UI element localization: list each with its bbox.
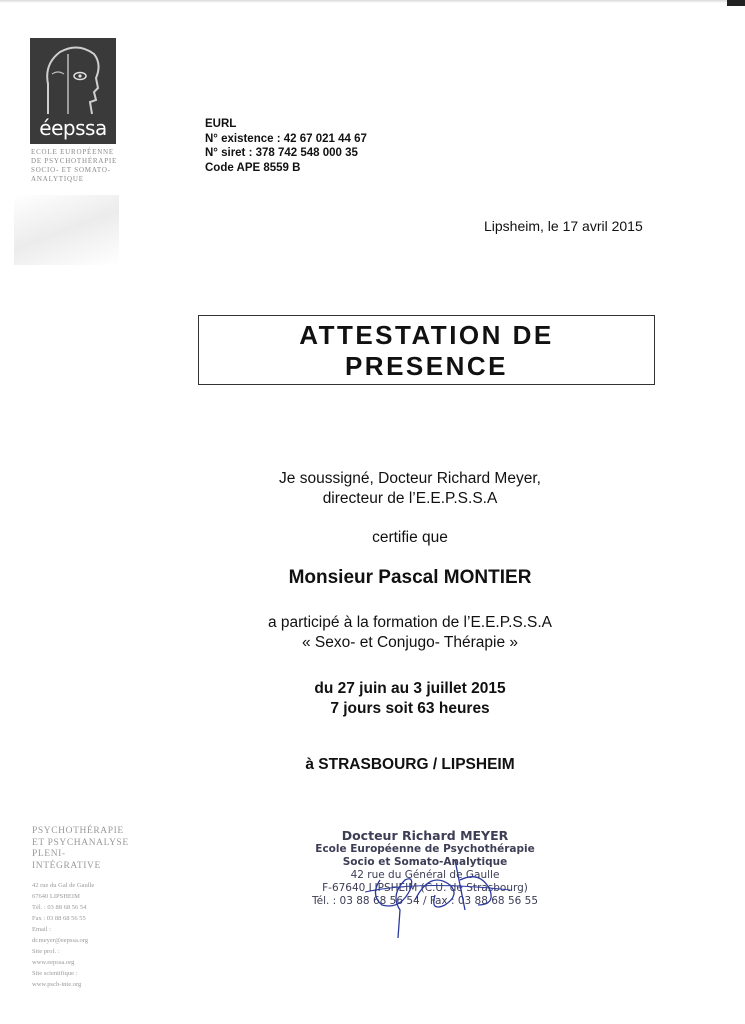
company-ape-code: Code APE 8559 B: [205, 161, 301, 174]
training-name: « Sexo- et Conjugo- Thérapie »: [302, 634, 518, 651]
signatory-line: Je soussigné, Docteur Richard Meyer,: [279, 470, 541, 487]
face-profile-icon: [38, 44, 108, 116]
stamp-line: Ecole Européenne de Psychothérapie: [315, 843, 535, 855]
footer-heading-line: PLENI-INTÉGRATIVE: [32, 849, 101, 871]
footer-email-label: Email :: [32, 926, 51, 933]
stamp-line: 42 rue du Général de Gaulle: [350, 869, 500, 881]
company-siret: N° siret : 378 742 548 000 35: [205, 147, 358, 159]
participant-name: Monsieur Pascal MONTIER: [288, 567, 532, 588]
footer-address: 42 rue du Gal de Gaulle: [32, 882, 95, 889]
stamp-title: Docteur Richard MEYER: [341, 828, 509, 843]
company-existence-number: N° existence : 42 67 021 44 67: [205, 132, 367, 145]
footer-heading-line: PSYCHOTHÉRAPIE: [32, 826, 124, 836]
footer-fax: Fax : 03 88 68 56 55: [32, 915, 86, 922]
logo-subtitle-line: DE PSYCHOTHÉRAPIE: [31, 157, 118, 165]
company-info: [205, 117, 367, 175]
date-range: du 27 juin au 3 juillet 2015: [314, 680, 506, 697]
handwritten-signature: [360, 850, 530, 940]
logo-brand: éepssa: [39, 116, 107, 140]
duration: 7 jours soit 63 heures: [330, 700, 490, 717]
stamp-line: Tél. : 03 88 68 56 54 / Fax : 03 88 68 56 55: [311, 895, 539, 907]
training-dates: [200, 679, 620, 719]
certify-text: certifie que: [372, 529, 448, 546]
training-location: à STRASBOURG / LIPSHEIM: [305, 756, 515, 773]
footer-site: www.eepssa.org: [32, 959, 75, 966]
title-line: PRESENCE: [344, 351, 509, 381]
logo-subtitle-line: SOCIO- ET SOMATO-: [31, 166, 111, 174]
scan-corner-mark: [727, 0, 745, 6]
footer-heading-line: ET PSYCHANALYSE: [32, 837, 129, 848]
footer-contact: [32, 880, 132, 990]
footer-city: 67640 LIPSHEIM: [32, 893, 80, 900]
logo-subtitle-line: ANALYTIQUE: [31, 175, 84, 183]
footer-heading: [32, 826, 132, 872]
director-line: directeur de l’E.E.P.S.S.A: [322, 490, 498, 507]
left-footer: [32, 826, 132, 990]
document-date: Lipsheim, le 17 avril 2015: [484, 218, 643, 234]
scan-edge: [0, 0, 745, 3]
training-description: [200, 613, 620, 653]
signatory-statement: [200, 469, 620, 509]
participation-line: a participé à la formation de l’E.E.P.S.S.A: [267, 614, 553, 631]
footer-sci-site: www.psch-inte.org: [32, 981, 82, 988]
stamp-line: F-67640 LIPSHEIM (C.U. de Strasbourg): [322, 882, 528, 894]
logo-subtitle-line: ECOLE EUROPÉENNE: [31, 148, 114, 156]
title-line: ATTESTATION DE: [299, 320, 554, 350]
document-title: [198, 315, 655, 385]
logo-subtitle: [31, 148, 131, 184]
footer-sci-site-label: Site scientifique :: [32, 970, 78, 977]
footer-email: dr.meyer@eepssa.org: [32, 937, 89, 944]
stamp-line: Socio et Somato-Analytique: [342, 856, 508, 868]
company-type: EURL: [205, 118, 237, 130]
footer-phone: Tél. : 03 88 68 56 54: [32, 904, 87, 911]
scan-smudge: [14, 195, 119, 265]
footer-site-label: Site prof. :: [32, 948, 60, 955]
eepssa-logo: [30, 38, 116, 144]
